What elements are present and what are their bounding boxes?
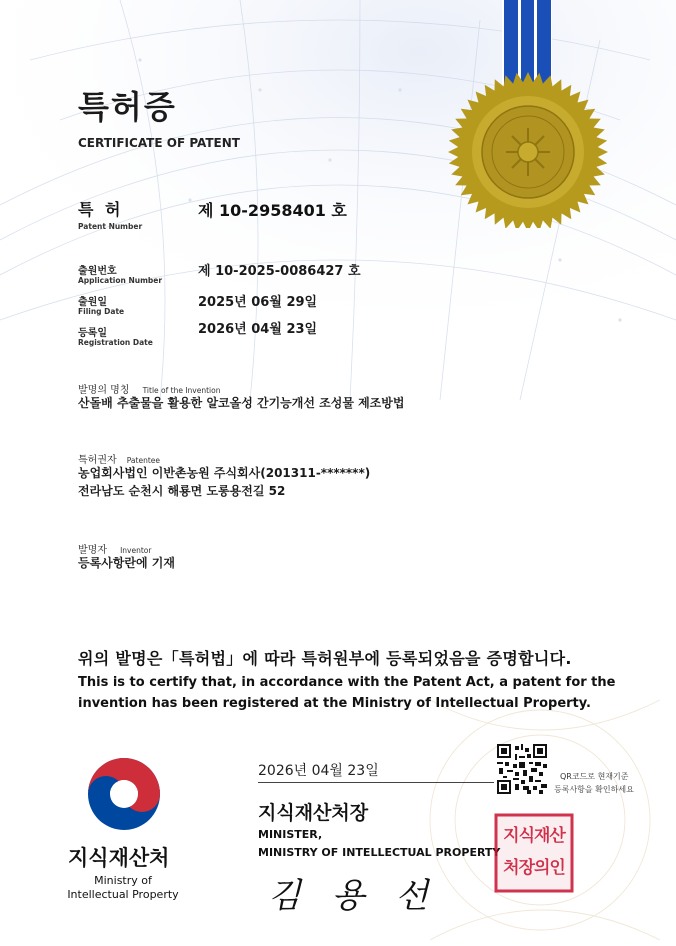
certificate-title-en: CERTIFICATE OF PATENT [78,136,240,150]
registration-date-value: 2026년 04월 23일 [198,322,318,337]
gold-seal-icon [446,0,610,228]
invention-label-en: Title of the Invention [142,386,221,395]
certification-text-en: This is to certify that, in accordance with the Patent Act, a patent for the invention has been registered at the Ministry of Intellectual Property. [78,675,616,711]
organization-name: 지식재산처 [68,846,170,870]
application-number-value: 제 10-2025-0086427 호 [198,264,361,279]
minister-title: 지식재산처장 [258,802,369,824]
application-number-label: 출원번호 [78,266,117,277]
invention-label: 발명의 명칭 [78,385,130,396]
patentee-label: 특허권자 [78,455,117,466]
certification-text-ko: 위의 발명은「특허법」에 따라 특허원부에 등록되었음을 증명합니다. [78,649,572,668]
registration-date-label: 등록일 [78,328,107,339]
minister-title-en-line1: MINISTER, [258,828,323,841]
invention-title: 산돌배 추출물을 활용한 알코올성 간기능개선 조성물 제조방법 [78,396,405,410]
certificate-title: 특허증 [78,88,177,126]
patent-number-value: 제 10-2958401 호 [198,201,347,220]
organization-name-en-line2: Intellectual Property [67,888,179,901]
patent-number-label: 특 허 [78,200,124,219]
patentee-address: 전라남도 순천시 해룡면 도롱용전길 52 [78,484,286,498]
filing-date-value: 2025년 06월 29일 [198,295,318,310]
organization-name-en [40,874,206,902]
inventor-value: 등록사항란에 기재 [78,556,175,570]
filing-date-label-en: Filing Date [78,307,125,316]
organization-name-en-line1: Ministry of [94,874,152,887]
qr-note-line1: QR코드로 현재기준 [560,772,629,781]
filing-date-label: 출원일 [78,297,107,308]
minister-signature: 김 용 선 [268,876,439,916]
inventor-label: 발명자 [78,545,107,556]
application-number-label-en: Application Number [78,276,163,285]
patentee-label-en: Patentee [126,456,160,465]
patent-number-label-en: Patent Number [78,222,143,231]
inventor-label-en: Inventor [120,546,152,555]
official-stamp [494,813,574,893]
issue-date-underline [258,782,494,783]
minister-title-en-line2: MINISTRY OF INTELLECTUAL PROPERTY [258,846,501,859]
patentee-name: 농업회사법인 이반촌농원 주식회사(201311-*******) [78,466,371,480]
stamp-text-line1: 지식재산 [503,826,565,846]
issue-date: 2026년 04월 23일 [258,763,379,779]
stamp-text-line2: 처장의인 [503,858,565,878]
qr-code-icon[interactable] [497,744,547,794]
taegeuk-logo-icon [84,754,164,834]
qr-note-line2: 등록사항을 확인하세요 [554,785,634,794]
registration-date-label-en: Registration Date [78,338,153,347]
